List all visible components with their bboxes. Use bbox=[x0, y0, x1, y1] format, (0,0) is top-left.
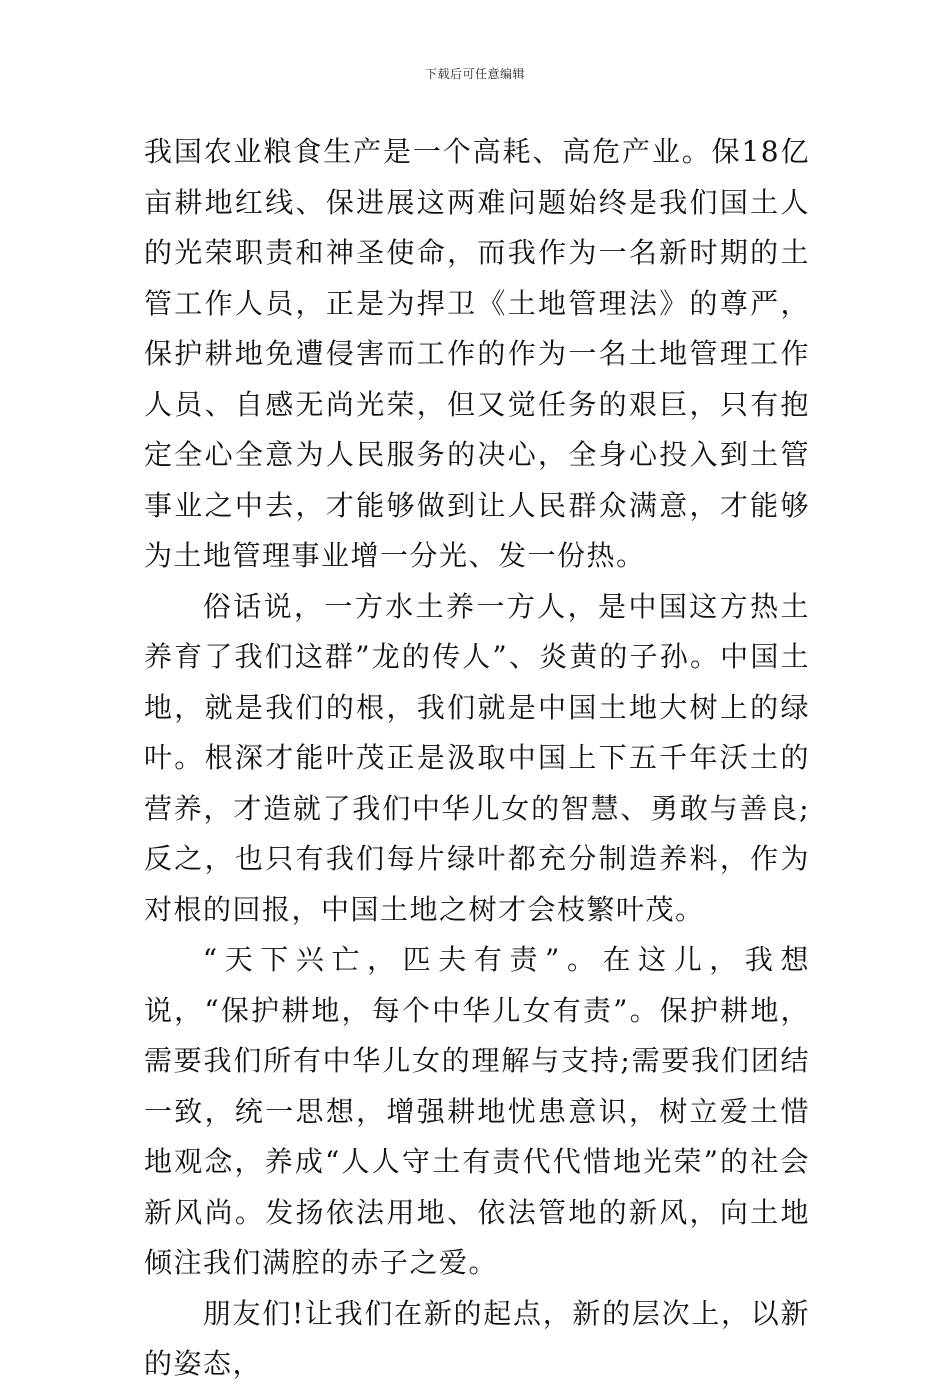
paragraph-1: 我国农业粮食生产是一个高耗、高危产业。保18亿亩耕地红线、保进展这两难问题始终是我们国土人的光荣职责和神圣使命，而我作为一名新时期的土管工作人员，正是为捍卫《土地管理法》的尊严，保护耕地免遭侵害而工作的作为一名土地管理工作人员、自感无尚光荣，但又觉任务的艰巨，只有抱定全心全意为人民服务的决心，全身心投入到土管事业之中去，才能够做到让人民群众满意，才能够为土地管理事业增一分光、发一份热。 bbox=[144, 135, 810, 572]
paragraph-2: 俗话说，一方水土养一方人，是中国这方热土养育了我们这群”龙的传人”、炎黄的子孙。中国土地，就是我们的根，我们就是中国土地大树上的绿叶。根深才能叶茂正是汲取中国上下五千年沃土的营养，才造就了我们中华儿女的智慧、勇敢与善良;反之，也只有我们每片绿叶都充分制造养料，作为对根的回报，中国土地之树才会枝繁叶茂。 bbox=[144, 589, 810, 926]
paragraph-4: 朋友们!让我们在新的起点，新的层次上，以新的姿态， bbox=[144, 1296, 810, 1380]
paragraph-3: “天下兴亡，匹夫有责”。在这儿，我想说，“保护耕地，每个中华儿女有责”。保护耕地，需要我们所有中华儿女的理解与支持;需要我们团结一致，统一思想，增强耕地忧患意识，树立爱土惜地观念，养成“人人守土有责代代惜地光荣”的社会新风尚。发扬依法用地、依法管地的新风，向土地倾注我们满腔的赤子之爱。 bbox=[144, 943, 810, 1279]
document-body bbox=[144, 127, 810, 1390]
page-header-note: 下载后可任意编辑 bbox=[424, 67, 525, 81]
